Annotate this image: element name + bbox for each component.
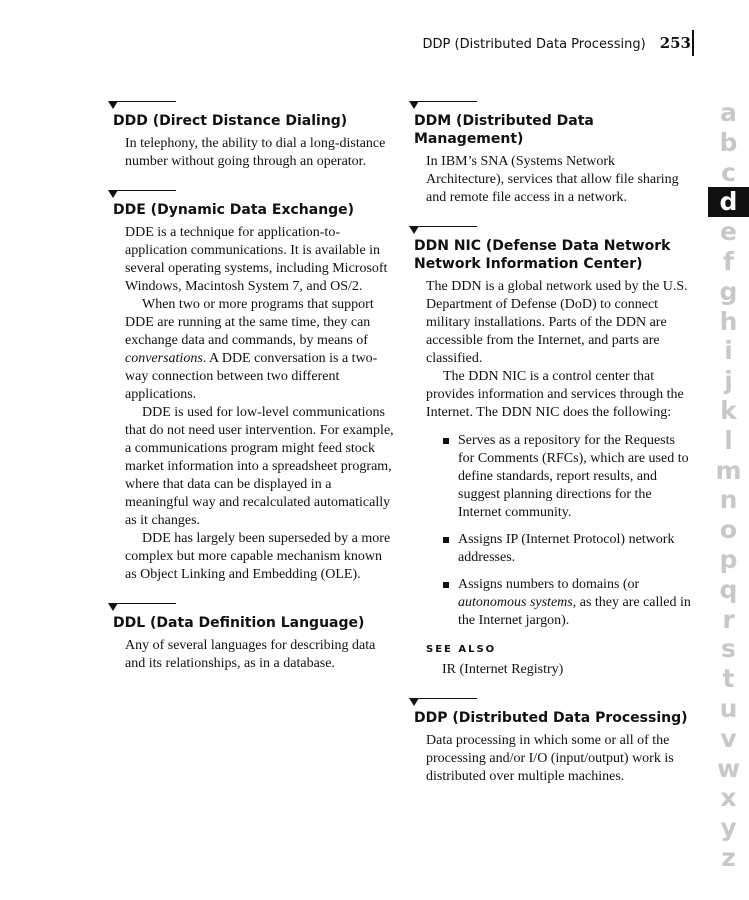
entry-marker	[108, 100, 394, 112]
alphabet-letter-f: f	[723, 246, 734, 276]
entry-term: DDD (Direct Distance Dialing)	[113, 113, 348, 129]
entry-term: DDN NIC (Defense Data Network Network Information Center)	[414, 238, 671, 272]
running-header	[423, 34, 691, 52]
see-also-item: IR (Internet Registry)	[442, 662, 564, 677]
text-span: . A DDE conversation is a two-way connection between two different applications.	[125, 351, 378, 402]
alphabet-letter-a: a	[720, 98, 737, 127]
bullet-item: Serves as a repository for the Requests for Comments (RFCs), which are used to define standards, report results, and suggest planning directions for the Internet community.	[458, 432, 694, 522]
entry-body	[426, 153, 694, 207]
entry-paragraph: Any of several languages for describing data and its relationships, as in a database.	[125, 638, 376, 671]
header-title: DDP (Distributed Data Processing)	[422, 37, 646, 52]
see-also-label: SEE ALSO	[426, 644, 497, 655]
bullet-item	[458, 576, 694, 630]
entry-paragraph: DDE has largely been superseded by a more complex but more capable mechanism known as Object Linking and Embedding (OLE).	[125, 531, 391, 582]
page-number: 253	[659, 34, 691, 52]
entry-body	[125, 224, 394, 584]
entry-paragraph: DDE is a technique for application-to-application communications. It is available in several operating systems, including Microsoft Windows, Macintosh System 7, and OS/2.	[125, 225, 388, 294]
alphabet-letter-k: k	[720, 395, 737, 425]
alphabet-letter-c: c	[721, 157, 736, 187]
alphabet-letter-y: y	[720, 813, 737, 843]
entry-paragraph: Data processing in which some or all of the processing and/or I/O (input/output) work is distributed over multiple machines.	[426, 733, 674, 784]
entry-body	[125, 637, 394, 673]
entry-marker	[108, 602, 394, 614]
entry-paragraph: In telephony, the ability to dial a long-distance number without going through an operator.	[125, 136, 386, 169]
alphabet-letter-l: l	[724, 425, 733, 455]
entry-paragraph: DDE is used for low-level communications that do not need user intervention. For example, a communications program might feed stock market information into a spreadsheet program, where that data can be displayed in a meaningful way and recalculated automatically as it changes.	[125, 405, 394, 528]
header-rule	[692, 30, 694, 56]
alphabet-letter-w: w	[716, 753, 741, 783]
alphabet-letter-g: g	[719, 276, 738, 306]
alphabet-letter-e: e	[720, 217, 737, 247]
alphabet-letter-q: q	[719, 574, 738, 604]
entry-ddl	[108, 602, 394, 673]
entry-term: DDL (Data Definition Language)	[113, 615, 365, 631]
alphabet-letter-h: h	[719, 306, 738, 336]
entry-body	[426, 732, 694, 786]
entry-body	[125, 135, 394, 171]
entry-term: DDM (Distributed Data Management)	[414, 113, 594, 147]
emphasis-text: conversations	[125, 351, 203, 366]
alphabet-letter-u: u	[719, 693, 738, 723]
alphabet-thumb-index	[708, 98, 749, 873]
emphasis-text: autonomous systems,	[458, 595, 577, 610]
entry-marker	[409, 225, 694, 237]
alphabet-letter-b: b	[719, 127, 738, 157]
alphabet-letter-x: x	[720, 783, 737, 813]
text-span: Assigns numbers to domains (or	[458, 577, 640, 592]
entry-ddm	[409, 100, 694, 207]
alphabet-letter-j: j	[724, 366, 733, 396]
bullet-list	[426, 432, 694, 630]
text-span: as they are called in the Internet jargon).	[458, 595, 691, 628]
entry-term: DDP (Distributed Data Processing)	[414, 710, 688, 726]
entry-paragraph	[125, 296, 394, 404]
alphabet-letter-o: o	[719, 515, 738, 545]
alphabet-letter-m: m	[715, 455, 742, 485]
entry-dde	[108, 189, 394, 584]
alphabet-letter-p: p	[719, 544, 738, 574]
entry-marker	[409, 100, 694, 112]
alphabet-letter-t: t	[722, 664, 735, 694]
alphabet-letter-s: s	[721, 634, 736, 664]
bullet-item: Assigns IP (Internet Protocol) network addresses.	[458, 531, 694, 567]
entry-paragraph: In IBM’s SNA (Systems Network Architecture), services that allow file sharing and remote file access in a network.	[426, 154, 679, 205]
entry-ddd	[108, 100, 394, 171]
entry-marker	[409, 697, 694, 709]
entry-marker	[108, 189, 394, 201]
entry-ddp	[409, 697, 694, 786]
entry-paragraph: The DDN is a global network used by the U.S. Department of Defense (DoD) to connect military installations. Parts of the DDN are accessible from the Internet, and parts are classified.	[426, 279, 688, 366]
alphabet-letter-z: z	[721, 842, 736, 872]
alphabet-letter-d: d	[708, 187, 749, 217]
entry-ddn-nic	[409, 225, 694, 679]
entry-paragraph: The DDN NIC is a control center that provides information and services through the Internet. The DDN NIC does the following:	[426, 369, 684, 420]
alphabet-letter-v: v	[720, 723, 737, 753]
alphabet-letter-r: r	[722, 604, 735, 634]
alphabet-letter-n: n	[719, 485, 738, 515]
entry-body	[426, 278, 694, 630]
left-column	[108, 100, 394, 691]
entry-term: DDE (Dynamic Data Exchange)	[113, 202, 355, 218]
right-column	[409, 100, 694, 804]
alphabet-letter-i: i	[724, 336, 733, 366]
text-span: When two or more programs that support DDE are running at the same time, they can exchange data and commands, by means of	[125, 297, 374, 348]
